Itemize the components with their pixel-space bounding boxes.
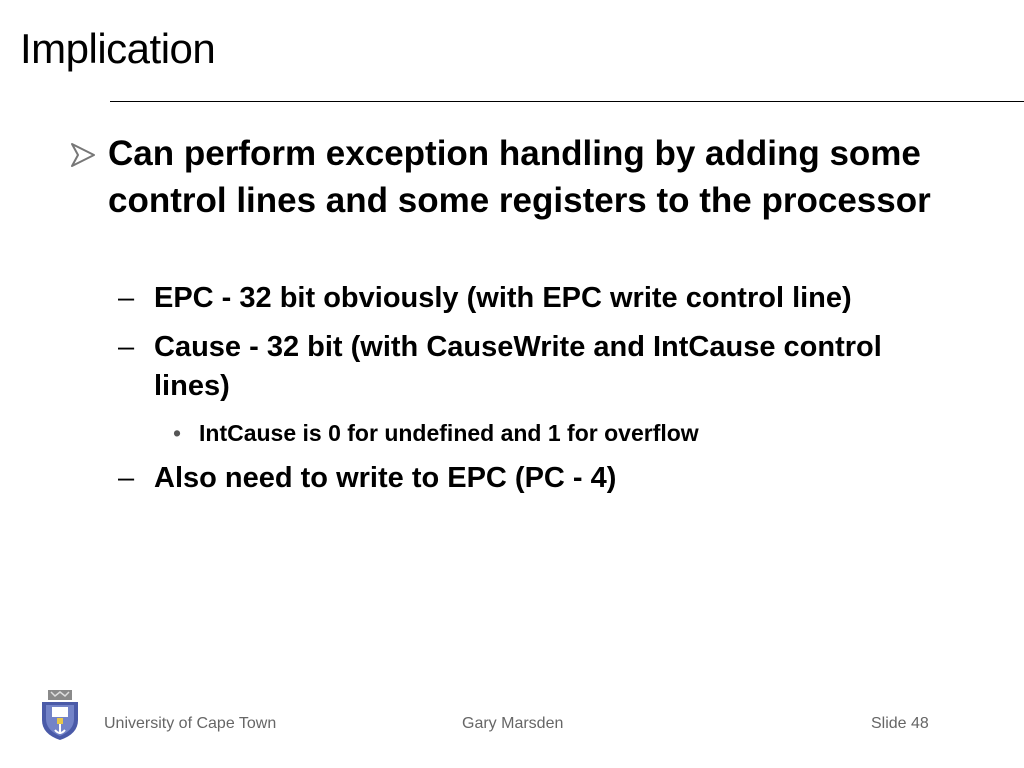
bullet-level2 xyxy=(118,279,1004,318)
footer-institution: University of Cape Town xyxy=(104,715,277,732)
footer-author: Gary Marsden xyxy=(462,715,564,732)
bullet-text: Cause - 32 bit (with CauseWrite and IntCause control lines) xyxy=(154,331,882,402)
university-crest-icon xyxy=(42,690,78,740)
bullet-text: IntCause is 0 for undefined and 1 for overflow xyxy=(199,420,699,446)
bullet-level1 xyxy=(108,130,988,224)
dash-marker: – xyxy=(118,282,135,314)
arrowhead-bullet-icon xyxy=(70,142,96,168)
dash-marker: – xyxy=(118,462,135,494)
footer-slide-number: Slide 48 xyxy=(871,715,929,732)
bullet-level2 xyxy=(118,328,934,406)
dot-marker: • xyxy=(173,420,182,446)
slide-title: Implication xyxy=(20,25,216,72)
dash-marker: – xyxy=(118,331,135,363)
bullet-text: EPC - 32 bit obviously (with EPC write control line) xyxy=(154,282,852,314)
bullet-level3 xyxy=(173,418,999,448)
bullet-text: Can perform exception handling by adding some control lines and some registers to the processor xyxy=(108,134,931,220)
bullet-text: Also need to write to EPC (PC - 4) xyxy=(154,462,617,494)
bullet-level2 xyxy=(118,459,1004,498)
